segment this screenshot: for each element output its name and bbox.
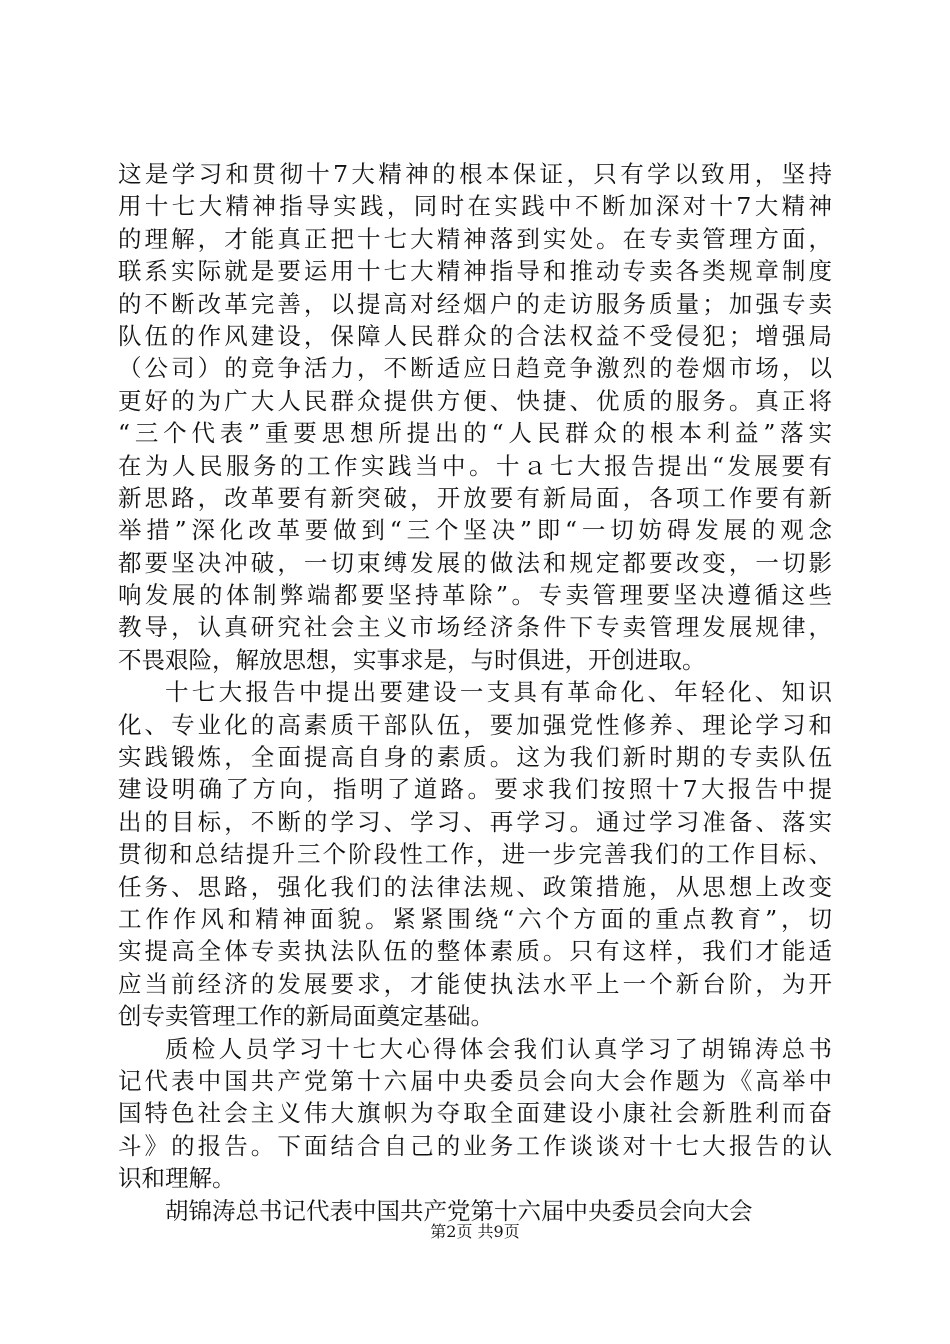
text-line: 国特色社会主义伟大旗帜为夺取全面建设小康社会新胜利而奋: [118, 1099, 832, 1128]
document-body: [118, 158, 832, 1227]
text-line: 质检人员学习十七大心得体会我们认真学习了胡锦涛总书: [165, 1034, 832, 1063]
text-line: “三个代表”重要思想所提出的“人民群众的根本利益”落实: [118, 419, 832, 448]
text-line: 创专卖管理工作的新局面奠定基础。: [118, 1002, 494, 1031]
text-line: 用十七大精神指导实践，同时在实践中不断加深对十7大精神: [118, 192, 832, 221]
text-line: 响发展的体制弊端都要坚持革除”。专卖管理要坚决遵循这些: [118, 581, 832, 610]
text-line: 工作作风和精神面貌。紧紧围绕“六个方面的重点教育”，切: [118, 904, 832, 933]
text-line: 不畏艰险，解放思想，实事求是，与时俱进，开创进取。: [118, 645, 706, 674]
text-line: 化、专业化的高素质干部队伍，要加强党性修养、理论学习和: [118, 710, 832, 739]
text-line: 联系实际就是要运用十七大精神指导和推动专卖各类规章制度: [118, 257, 832, 286]
text-line: 记代表中国共产党第十六届中央委员会向大会作题为《高举中: [118, 1066, 832, 1095]
text-line: 的不断改革完善，以提高对经烟户的走访服务质量；加强专卖: [118, 289, 832, 318]
text-line: 这是学习和贯彻十7大精神的根本保证，只有学以致用，坚持: [118, 160, 832, 188]
text-line: 新思路，改革要有新突破，开放要有新局面，各项工作要有新: [118, 483, 832, 512]
text-line: 应当前经济的发展要求，才能使执法水平上一个新台阶，为开: [118, 969, 832, 998]
text-line: 斗》的报告。下面结合自己的业务工作谈谈对十七大报告的认: [118, 1131, 832, 1160]
text-line: 教导，认真研究社会主义市场经济条件下专卖管理发展规律，: [118, 613, 832, 642]
text-line: 出的目标，不断的学习、学习、再学习。通过学习准备、落实: [118, 807, 832, 836]
text-line: 十七大报告中提出要建设一支具有革命化、年轻化、知识: [165, 678, 832, 707]
text-line: 的理解，才能真正把十七大精神落到实处。在专卖管理方面，: [118, 224, 832, 253]
text-line: 队伍的作风建设，保障人民群众的合法权益不受侵犯；增强局: [118, 321, 832, 350]
text-line: 任务、思路，强化我们的法律法规、政策措施，从思想上改变: [118, 872, 832, 901]
text-line: （公司）的竞争活力，不断适应日趋竞争激烈的卷烟市场，以: [118, 354, 832, 383]
text-line: 实践锻炼，全面提高自身的素质。这为我们新时期的专卖队伍: [118, 743, 832, 772]
text-line: 在为人民服务的工作实践当中。十ａ七大报告提出“发展要有: [118, 451, 832, 480]
text-line: 举措”深化改革要做到“三个坚决”即“一切妨碍发展的观念: [118, 516, 832, 545]
text-line: 识和理解。: [118, 1164, 236, 1193]
text-line: 实提高全体专卖执法队伍的整体素质。只有这样，我们才能适: [118, 937, 832, 966]
page-number-footer: 第2页 共9页: [430, 1222, 520, 1241]
text-line: 胡锦涛总书记代表中国共产党第十六届中央委员会向大会: [165, 1196, 753, 1225]
text-line: 都要坚决冲破，一切束缚发展的做法和规定都要改变，一切影: [118, 548, 832, 577]
text-line: 更好的为广大人民群众提供方便、快捷、优质的服务。真正将: [118, 386, 832, 415]
text-line: 建设明确了方向，指明了道路。要求我们按照十7大报告中提: [118, 775, 832, 804]
text-line: 贯彻和总结提升三个阶段性工作，进一步完善我们的工作目标、: [118, 840, 832, 869]
